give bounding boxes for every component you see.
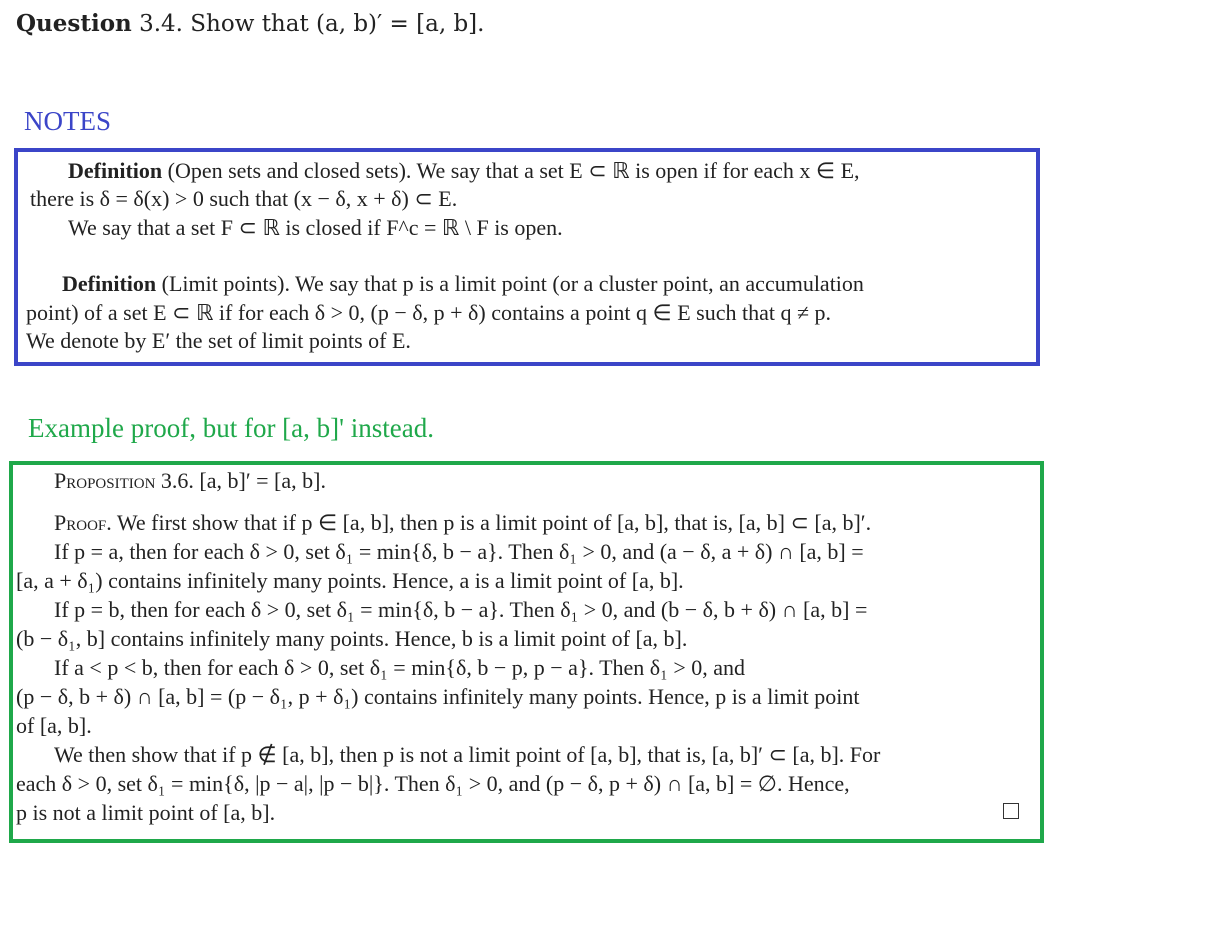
definition-2-line-2: point) of a set E ⊂ ℝ if for each δ > 0, (p − δ, p + δ) contains a point q ∈ E such that q ≠ p. <box>26 300 832 325</box>
notes-heading: NOTES <box>24 106 111 136</box>
proof-line-2: If p = a, then for each δ > 0, set δ₁ = min{δ, b − a}. Then δ₁ > 0, and (a − δ, a + δ) ∩ [a, b] = <box>54 539 864 564</box>
definition-1-line-3: We say that a set F ⊂ ℝ is closed if F^c = ℝ \ F is open. <box>68 215 563 240</box>
definition-2-line-3: We denote by E′ the set of limit points of E. <box>26 328 411 353</box>
proof-line-10: each δ > 0, set δ₁ = min{δ, |p − a|, |p − b|}. Then δ₁ > 0, and (p − δ, p + δ) ∩ [a, b] = ∅. Hence, <box>16 771 850 796</box>
definition-2-line-1: (Limit points). We say that p is a limit point (or a cluster point, an accumulation <box>161 271 864 296</box>
proof-title: Proof. <box>54 510 112 535</box>
proposition <box>54 468 326 494</box>
proposition-text: 3.6. [a, b]′ = [a, b]. <box>160 468 326 493</box>
proof-line-7: (p − δ, b + δ) ∩ [a, b] = (p − δ₁, p + δ₁) contains infinitely many points. Hence, p is a limit point <box>16 684 860 709</box>
proof-line-4: If p = b, then for each δ > 0, set δ₁ = min{δ, b − a}. Then δ₁ > 0, and (b − δ, b + δ) ∩ [a, b] = <box>54 597 868 622</box>
proof-line-3: [a, a + δ₁) contains infinitely many points. Hence, a is a limit point of [a, b]. <box>16 568 684 593</box>
question-text: 3.4. Show that (a, b)′ = [a, b]. <box>139 11 485 37</box>
proof-line-6: If a < p < b, then for each δ > 0, set δ₁ = min{δ, b − p, p − a}. Then δ₁ > 0, and <box>54 655 746 680</box>
definition-2-title: Definition <box>62 271 157 296</box>
proof-line-8: of [a, b]. <box>16 713 92 738</box>
proof-line-1-text: We first show that if p ∈ [a, b], then p is a limit point of [a, b], that is, [a, b] ⊂ [a, b]′. <box>116 510 872 535</box>
proof-line-11: p is not a limit point of [a, b]. <box>16 800 276 825</box>
example-heading: Example proof, but for [a, b]' instead. <box>28 413 434 443</box>
qed-square-icon <box>1003 803 1019 819</box>
definition-1-line-2: there is δ = δ(x) > 0 such that (x − δ, x + δ) ⊂ E. <box>30 186 458 211</box>
proof-line-9: We then show that if p ∉ [a, b], then p is not a limit point of [a, b], that is, [a, b]′ ⊂ [a, b]. For <box>54 742 881 767</box>
proof-line-1 <box>54 510 871 536</box>
definition-open-sets <box>68 158 860 184</box>
proof-line-5: (b − δ₁, b] contains infinitely many points. Hence, b is a limit point of [a, b]. <box>16 626 688 651</box>
definition-1-line-1: (Open sets and closed sets). We say that a set E ⊂ ℝ is open if for each x ∈ E, <box>167 158 860 183</box>
definition-limit-points <box>62 271 864 297</box>
proposition-title: Proposition <box>54 468 156 493</box>
definition-1-title: Definition <box>68 158 163 183</box>
question-label: Question <box>16 10 132 37</box>
question-title <box>16 10 484 37</box>
